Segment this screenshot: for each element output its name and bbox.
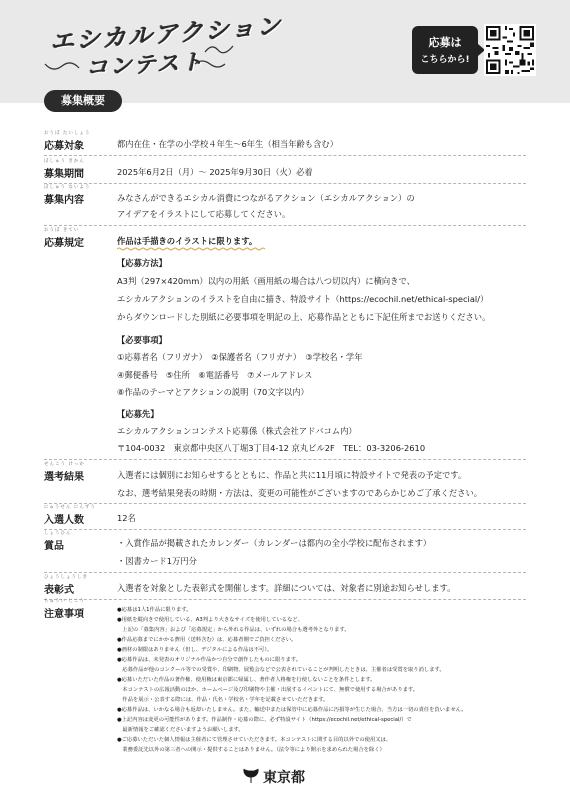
rules-label [44,228,84,249]
swirl-decoration-icon [204,42,234,56]
results-label [44,462,85,483]
note-line: 応募作品が他のコンクール等での受賞や、印刷物、展覧会などで公表されていることが判明したときは、主催者は受賞を取り消します。 [117,667,445,673]
note-line: ●応募いただいた作品の著作権、使用権は東京都に帰属し、著作者人格権を行使しないことを条件とします。 [117,677,376,683]
prizes-line: ・図書カード1万円分 [117,556,197,566]
dest-line: 〒104-0032 東京都中央区八丁堀3丁目4-12 京丸ビル2F TEL：03-3206-2610 [117,443,426,453]
tokyo-text: 東京都 [263,770,305,786]
note-line: ●応募は1人1作品に限ります。 [117,607,192,613]
row-divider [44,599,526,600]
note-line: 本コンテストの広報活動のほか、ホームページ及び印刷物や主催・出展するイベントにて、無償で使用する場合があります。 [117,687,419,693]
period-text: 2025年6月2日（月）～ 2025年9月30日（火）必着 [117,167,313,177]
prizes-line: ・入賞作品が掲載されたカレンダー（カレンダーは都内の全小学校に配布されます） [117,538,432,548]
winners-text: 12名 [117,513,136,523]
rules-main: 作品は手描きのイラストに限ります。 [117,236,258,246]
logo-line-2: コンテスト [85,49,206,82]
content-label-text: 募集内容 [44,195,84,206]
target-ruby: おうぼ たいしょう [44,131,91,136]
winners-ruby: にゅうせん にんずう [44,505,96,510]
note-line: ●応募作品は、いかなる場合も返却いたしません。また、輸送中または保管中に応募作品に汚損等が生じた場合、当方は一切の責任を負いません。 [117,707,467,713]
winners-label [44,505,96,526]
rules-ruby: おうぼ きてい [44,228,80,233]
results-ruby: せんこう けっか [44,462,85,467]
row-divider [44,529,526,530]
target-label [44,131,91,152]
prizes-label-text: 賞品 [44,541,64,552]
required-heading: 【必要事項】 [117,335,167,345]
contest-logo [44,11,284,84]
period-ruby: ぼしゅう きかん [44,159,85,164]
dest-line: エシカルアクションコンテスト応募係（株式会社アドバコム内） [117,426,357,436]
dest-heading: 【応募先】 [117,409,159,419]
target-label-text: 応募対象 [44,141,84,152]
apply-here-box[interactable] [412,26,478,74]
content-ruby: ぼしゅう ないよう [44,185,91,190]
row-divider [44,572,526,573]
swirl-decoration-icon [44,60,80,74]
rules-label-text: 応募規定 [44,238,84,249]
prizes-ruby: しょうひん [44,531,72,536]
ceremony-ruby: ひょうしょうしき [44,575,88,580]
row-divider [44,459,526,460]
row-divider [44,225,526,226]
note-line: ●画材の制限はありません（但し、デジタルによる作品は不可）。 [117,647,273,653]
row-divider [44,503,526,504]
qr-code-icon[interactable] [484,24,536,76]
ginkgo-leaf-icon [243,768,259,784]
section-badge: 募集概要 [44,90,122,112]
row-divider [44,183,526,184]
note-line: 業務委託先以外の第三者への開示・提供することはありません。（法令等により開示を求められた場合を除く） [117,747,385,753]
note-line: ●応募作品は、未発表のオリジナル作品かつ自分で創作したものに限ります。 [117,657,302,663]
logo-line-1: エシカルアクション [49,11,284,57]
apply-label-1: 応募は [428,36,462,49]
results-line: なお、選考結果発表の時期・方法は、変更の可能性がございますのであらかじめご了承ください。 [117,488,483,498]
notes-label [44,599,85,620]
method-line: からダウンロードした別紙に必要事項を明記の上、応募作品とともに下記住所までお送りください。 [117,312,491,322]
ceremony-label-text: 表彰式 [44,585,74,596]
note-line: ●上記内容は変更の可能性があります。作品制作・応募の際に、必ず特設サイト（https://ecochil.net/ethical-special/）で [117,717,412,723]
note-line: ●用紙を縦向きで使用している、A3判より大きなサイズを使用しているなど、 [117,617,303,623]
note-line: 作品を展示・公表する際には、作品・氏名・学校名・学年を記載させていただきます。 [117,697,329,703]
notes-label-text: 注意事項 [44,609,84,620]
required-line: ①応募者名（フリガナ） ②保護者名（フリガナ） ③学校名・学年 [117,352,363,362]
note-line: ●ご応募いただいた個人情報は主催者にて管理させていただきます。本コンテストに関する目的以外での使用又は、 [117,737,392,743]
period-label [44,159,85,180]
method-heading: 【応募方法】 [117,258,167,268]
results-line: 入選者には個別にお知らせするとともに、作品と共に11月頃に特設サイトで発表の予定です。 [117,470,467,480]
content-line: みなさんができるエシカル消費につながるアクション（エシカルアクション）の [117,193,415,203]
wavy-underline-icon [117,247,265,251]
period-label-text: 募集期間 [44,169,84,180]
swirl-decoration-icon [194,58,226,70]
winners-label-text: 入選人数 [44,515,84,526]
ceremony-label [44,575,88,596]
note-line: ●作品応募までにかかる費用（送料含む）は、応募者側でご負担ください。 [117,637,297,643]
content-line: アイデアをイラストにして応募してください。 [117,209,291,219]
row-divider [44,155,526,156]
method-line: A3判（297×420mm）以内の用紙（画用紙の場合は八つ切以内）に横向きで、 [117,276,415,286]
note-line: 上記の「募集内容」および「応募規定」から外れる作品は、いずれの場合も選考外となります。 [117,627,350,633]
content-label [44,185,91,206]
prizes-label [44,531,72,552]
required-line: ⑧作品のテーマとアクションの説明（70文字以内） [117,387,309,397]
apply-label-2: こちらから! [420,55,470,65]
required-line: ④郵便番号 ⑤住所 ⑥電話番号 ⑦メールアドレス [117,370,313,380]
target-text: 都内在住・在学の小学校４年生～6年生（相当年齢も含む） [117,139,338,149]
notes-ruby: ちゅうい じこう [44,599,85,604]
note-line: 最新情報をご確認くださいますようお願いします。 [117,727,244,733]
ceremony-text: 入選者を対象とした表彰式を開催します。詳細については、対象者に別途お知らせします。 [117,583,456,593]
method-line: エシカルアクションのイラストを自由に描き、特設サイト（https://ecochil.net/ethical-special/） [117,294,489,304]
results-label-text: 選考結果 [44,472,84,483]
